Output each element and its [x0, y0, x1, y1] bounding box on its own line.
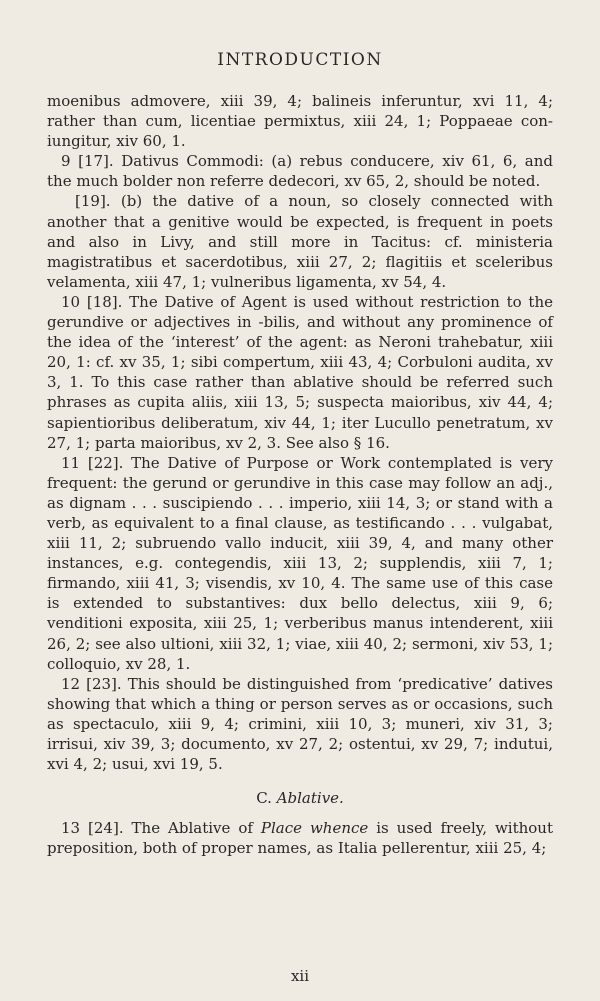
- running-header: INTRODUCTION: [217, 50, 383, 70]
- paragraph: moenibus admovere, xiii 39, 4; balineis inferuntur, xvi 11, 4; rather than cum, licentiae permixtus, xiii 24, 1; Poppaeae coniungitur, xiv 60, 1.: [47, 92, 553, 151]
- paragraph-text-before: 13 [24]. The Ablative of: [61, 819, 261, 838]
- paragraph: 12 [23]. This should be distinguished from ‘predicative’ datives showing that which a thing or person serves as or occasions, such as spectaculo, xiii 9, 4; crimini, xiii 10, 3; muneri, xiv 31, 3; irrisui, xiv 39, 3; documento, xv 27, 2; ostentui, xv 29, 7; indutui, xvi 4, 2; usui, xvi 19, 5.: [47, 674, 553, 774]
- paragraph: 10 [18]. The Dative of Agent is used without restriction to the gerundive or adjectives in -bilis, and without any prominence of the idea of the ‘interest’ of the agent: as Neroni trahebatur, xiii 20, 1: cf. xv 35, 1; sibi compertum, xiii 43, 4; Corbuloni audita, xv 3, 1. To this case rather than ablative should be referred such phrases as cupita aliis, xiii 13, 5; suspecta maioribus, xiv 44, 4; sapientioribus deliberatum, xiv 44, 1; iter Lucullo penetratum, xv 27, 1; parta maioribus, xv 2, 3. See also § 16.: [47, 292, 553, 452]
- page-body: [47, 91, 553, 858]
- section-title: Ablative.: [276, 789, 344, 808]
- paragraph-italic-term: Place whence: [260, 819, 369, 838]
- section-heading: [47, 788, 553, 808]
- paragraph: [19]. (b) the dative of a noun, so closely connected with another that a genitive would be expected, is frequent in poets and also in Livy, and still more in Tacitus: cf. ministeria magistratibus et sacerdotibus, xiii 27, 2; flagitiis et sceleribus velamenta, xiii 47, 1; vulneribus ligamenta, xv 54, 4.: [47, 192, 553, 291]
- section-letter: C.: [256, 789, 272, 808]
- paragraph-text-after: is used freely, without preposition, both of proper names, as Italia pellerentur, xiii 25, 4;: [47, 819, 553, 858]
- paragraph: 9 [17]. Dativus Commodi: (a) rebus conducere, xiv 61, 6, and the much bolder non referre dedecori, xv 65, 2, should be noted.: [47, 152, 553, 191]
- paragraph-last: [47, 818, 553, 858]
- page-number: xii: [290, 967, 310, 985]
- paragraph: 11 [22]. The Dative of Purpose or Work contemplated is very frequent: the gerund or gerundive in this case may follow an adj., as dignam . . . suscipiendo . . . imperio, xiii 14, 3; or stand with a verb, as equivalent to a final clause, as testificando . . . vulgabat, xiii 11, 2; subruendo vallo inducit, xiii 39, 4, and many other instances, e.g. contegendis, xiii 13, 2; supplendis, xiii 7, 1; firmando, xiii 41, 3; visendis, xv 10, 4. The same use of this case is extended to substantives: dux bello delectus, xiii 9, 6; venditioni exposita, xiii 25, 1; verberibus manus intenderent, xiii 26, 2; see also ultioni, xiii 32, 1; viae, xiii 40, 2; sermoni, xiv 53, 1; colloquio, xv 28, 1.: [47, 453, 553, 673]
